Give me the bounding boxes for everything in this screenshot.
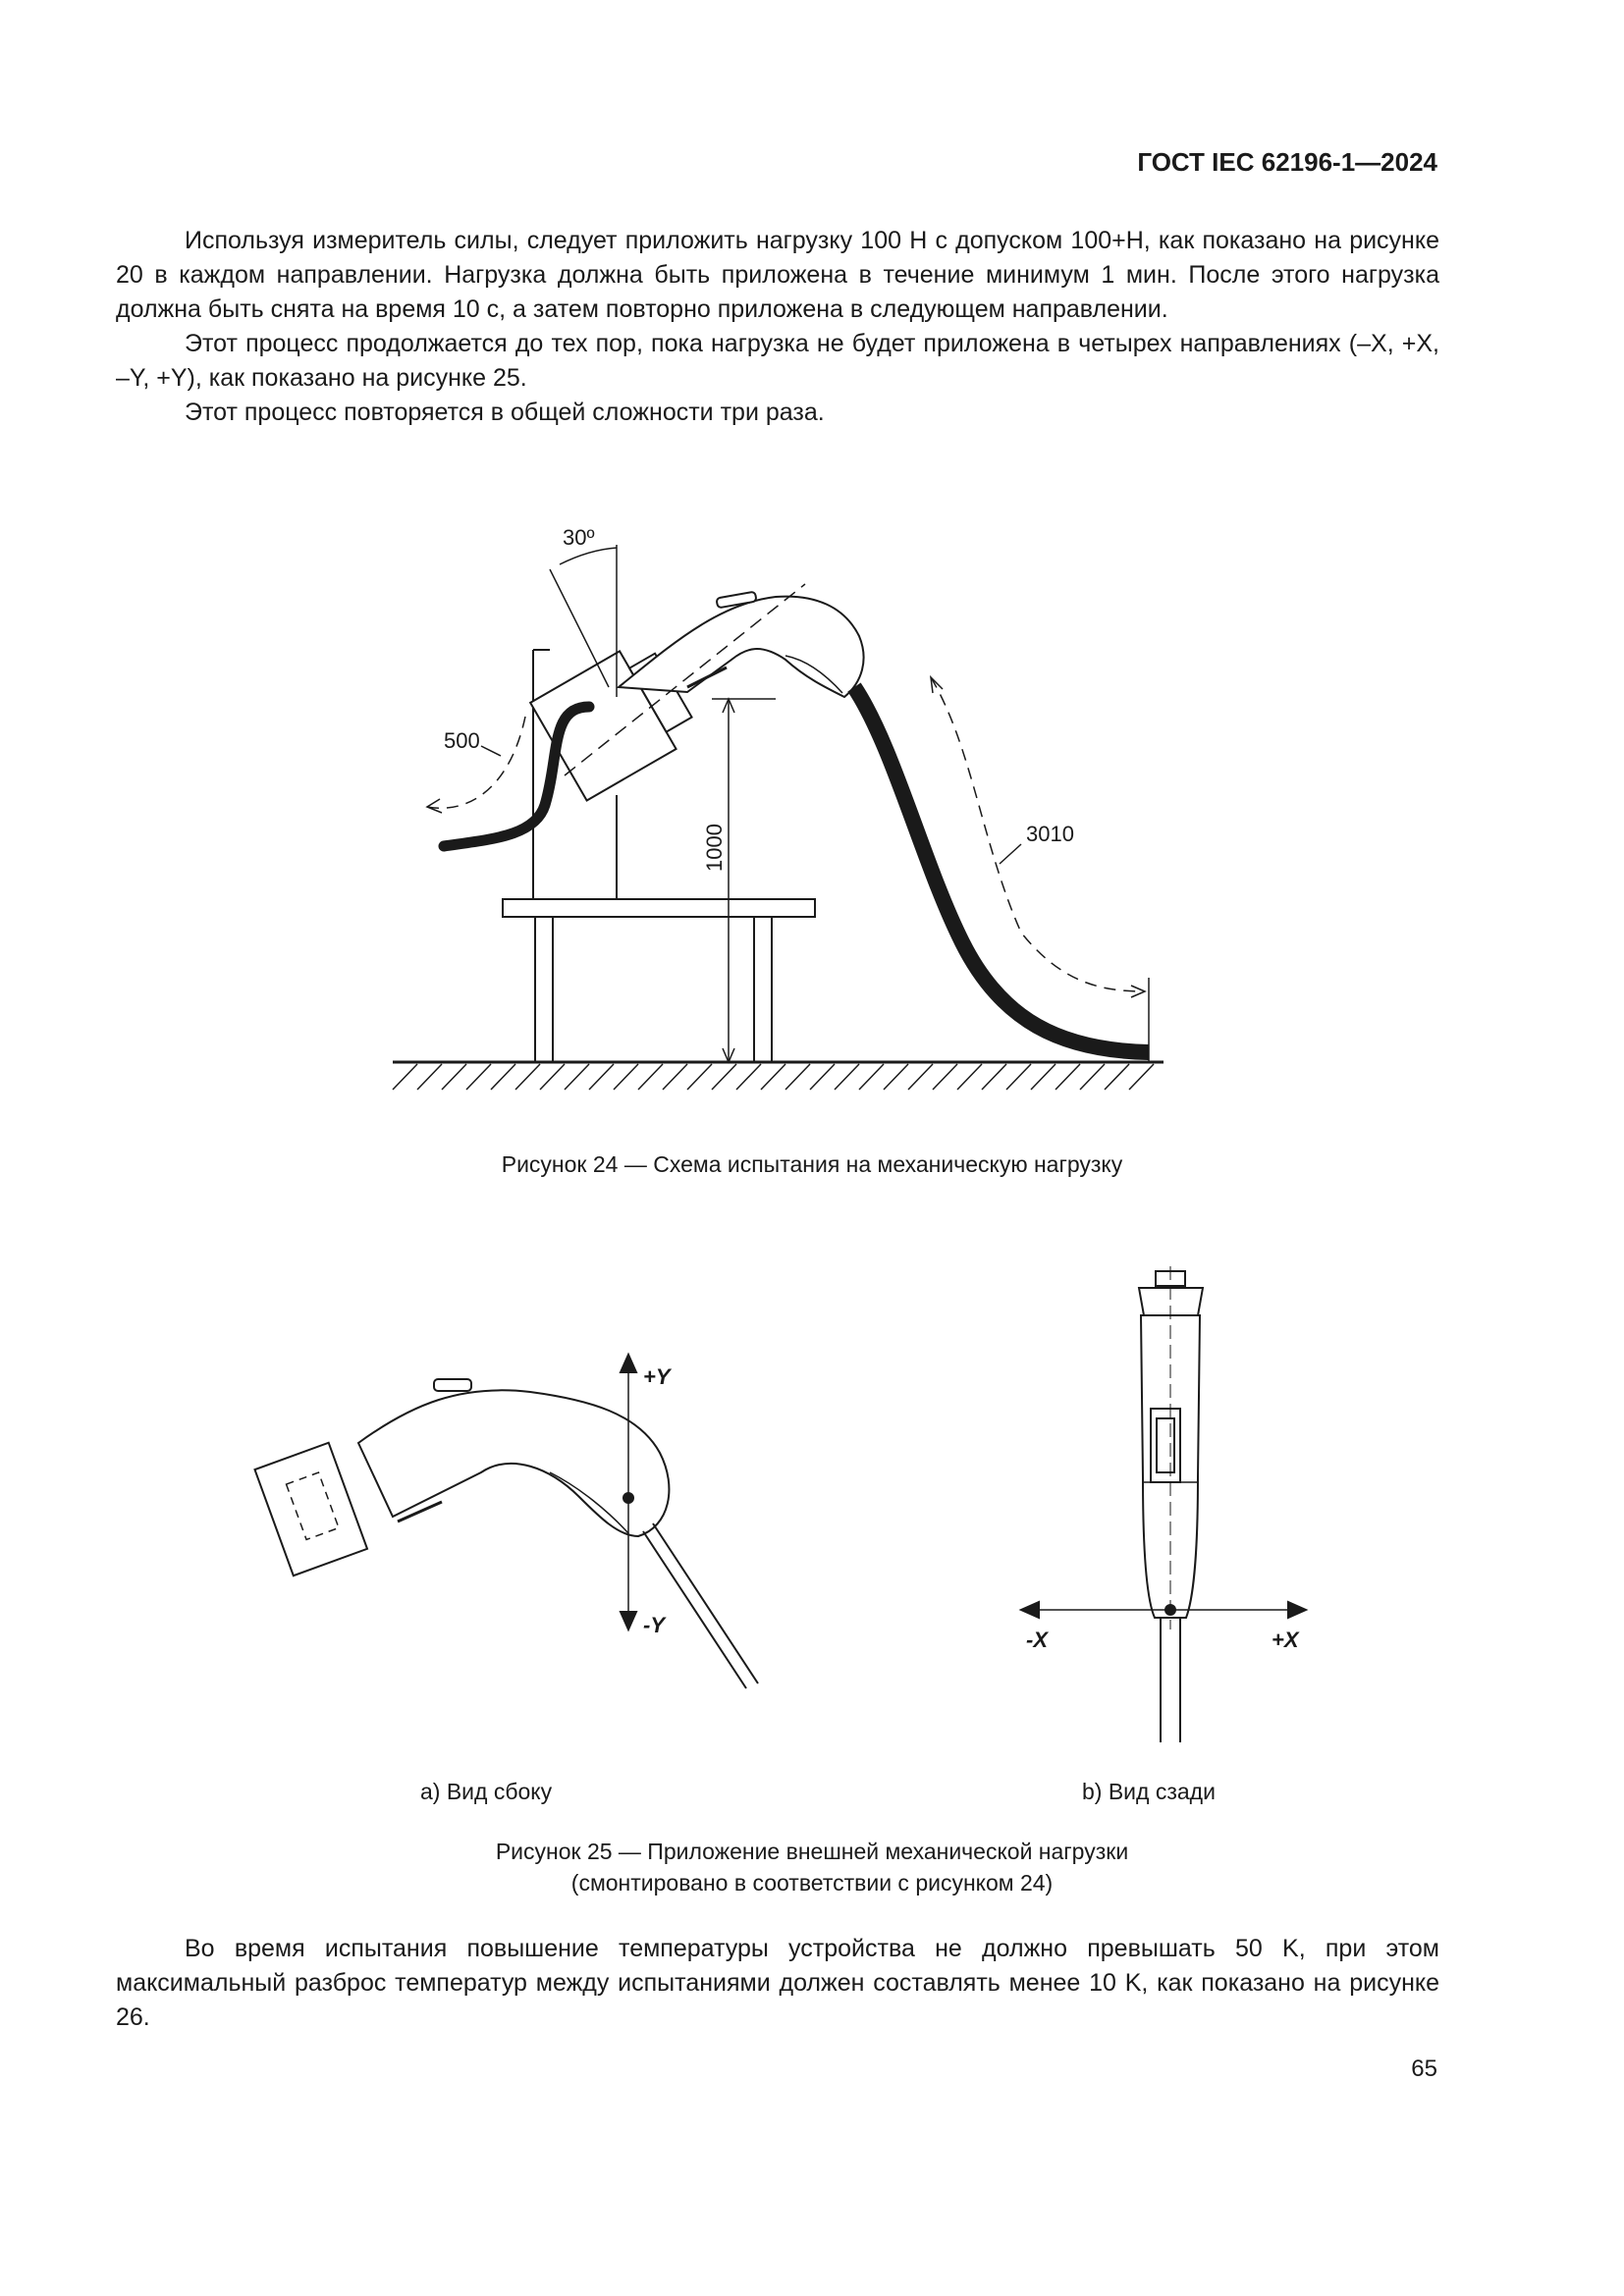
table-leg-left: [535, 917, 553, 1062]
side-view-load-point: [623, 1493, 633, 1503]
dim-label-1000: 1000: [702, 824, 727, 872]
figure-25b-subcaption: b) Вид сзади: [1082, 1779, 1216, 1804]
dim-label-3010: 3010: [1026, 822, 1074, 846]
figure-25-caption-line1: Рисунок 25 — Приложение внешней механической нагрузки: [495, 1839, 1129, 1864]
paragraph-3: Этот процесс повторяется в общей сложности три раза.: [185, 399, 825, 426]
angle-arc: [560, 548, 617, 564]
angle-ref-tilted: [550, 569, 609, 687]
minus-x-label: -X: [1026, 1628, 1048, 1652]
plug-body: [619, 597, 864, 697]
paragraph-1: Используя измеритель силы, следует приложить нагрузку 100 Н с допуском 100+Н, как показано на рисунке 20 в каждом направлении. Нагрузка должна быть приложена в течение минимум 1 мин. После этого нагрузка должна быть снята на время 10 с, а затем повторно приложена в следующем направлении.: [116, 227, 1439, 323]
paragraph-4: Во время испытания повышение температуры устройства не должно превышать 50 K, при этом максимальный разброс температур между испытаниями должен составлять менее 10 K, как показано на рисунке 26.: [116, 1935, 1439, 2031]
page-number: 65: [1411, 2056, 1437, 2082]
ground-hatch: [393, 1064, 1154, 1090]
figure-25a-drawing: [255, 1355, 758, 1688]
cable-long: [854, 687, 1149, 1052]
minus-y-arrow: [621, 1612, 636, 1629]
paragraph-2: Этот процесс продолжается до тех пор, пока нагрузка не будет приложена в четырех направлениях (–X, +X, –Y, +Y), как показано на рисунке 25.: [116, 330, 1439, 392]
plus-x-arrow: [1288, 1602, 1306, 1618]
document-header: ГОСТ IEC 62196-1—2024: [1137, 147, 1437, 177]
dim-label-500: 500: [444, 728, 480, 753]
table-leg-right: [754, 917, 772, 1062]
plus-x-label: +X: [1272, 1628, 1299, 1652]
minus-y-label: -Y: [643, 1613, 665, 1637]
figure-24-drawing: [393, 545, 1164, 1090]
angle-label: 30º: [563, 525, 595, 550]
plus-y-label: +Y: [643, 1364, 671, 1389]
rear-view-cable: [1161, 1618, 1180, 1742]
side-view-plug-body: [358, 1390, 669, 1536]
figure-25b-drawing: [1021, 1266, 1306, 1742]
side-view-cable: [643, 1523, 758, 1688]
side-view-block: [255, 1443, 368, 1575]
figure-25-caption-line2: (смонтировано в соответствии с рисунком 24): [570, 1870, 1054, 1896]
leader-500: [481, 746, 501, 756]
leader-3010: [1000, 844, 1021, 864]
figure-24-caption: Рисунок 24 — Схема испытания на механическую нагрузку: [501, 1151, 1123, 1177]
minus-x-arrow: [1021, 1602, 1039, 1618]
side-view-button: [434, 1379, 471, 1391]
figure-25a-subcaption: a) Вид сбоку: [420, 1779, 553, 1804]
body-text-bottom: [116, 1932, 1439, 2035]
table-top: [503, 899, 815, 917]
rear-view-load-point: [1165, 1605, 1175, 1615]
plus-y-arrow: [621, 1355, 636, 1372]
